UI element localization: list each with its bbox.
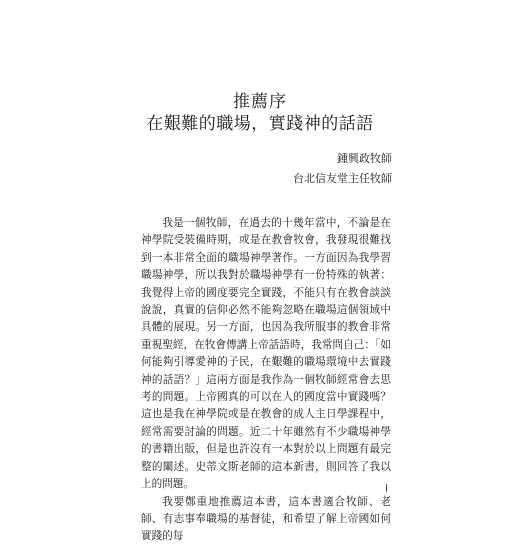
paragraph: 我是一個牧師，在過去的十幾年當中，不論是在神學院受裝備時期，或是在教會牧會，我發現很難找到一本非常全面的職場神學著作。一方面因為我學習職場神學，所以我對於職場神學有一份特殊的執著：我覺得上帝的國度要完全實踐，不能只有在教會談談說說，真實的信仰必然不能夠忽略在職場這個領域中具體的展現。另一方面，也因為我所服事的教會非常重視聖經，在牧會傳講上帝話語時，我常問自己：「如何能夠引導愛神的子民，在艱難的職場環境中去實踐神的話語？」這兩方面是我作為一個牧師經常會去思考的問題。上帝國真的可以在人的國度當中實踐嗎？這也是我在神學院或是在教會的成人主日學課程中，經常需要討論的問題。近二十年雖然有不少職場神學的書籍出版，但是也許沒有一本對於以上問題有最完整的闡述。史蒂文斯老師的這本新書，則回答了我以上的問題。 — [141, 217, 391, 491]
paragraph: 我要鄭重地推薦這本書，這本書適合牧師、老師、有志事奉職場的基督徒，和希望了解上帝國如何實踐的每 — [141, 495, 391, 543]
section-label: 推薦序 — [233, 92, 287, 112]
page-title: 在艱難的職場，實踐神的話語 — [146, 114, 374, 134]
author-block — [293, 149, 392, 189]
body-text — [141, 215, 391, 546]
page-edge-mark — [386, 484, 387, 492]
title-block — [0, 92, 520, 136]
author-name: 鍾興政牧師 — [337, 152, 392, 165]
author-position: 台北信友堂主任牧師 — [293, 172, 392, 185]
